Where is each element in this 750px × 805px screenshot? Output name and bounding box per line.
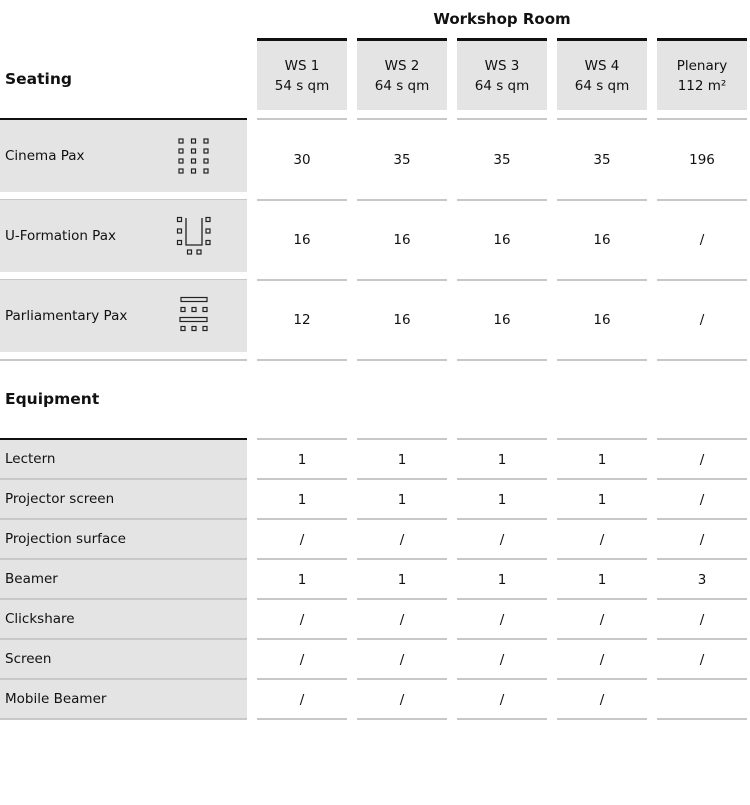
table-cell: 16: [493, 232, 511, 248]
table-cell: 35: [493, 152, 511, 168]
table-cell: 1: [597, 571, 607, 588]
room-header: [357, 38, 447, 110]
table-cell: 3: [697, 571, 707, 588]
table-cell: /: [699, 651, 705, 668]
table-cell: /: [699, 611, 705, 628]
u-formation-icon: [176, 216, 212, 256]
room-size: 64 s qm: [574, 77, 630, 94]
table-cell: 1: [397, 491, 407, 508]
row-label: Lectern: [5, 451, 56, 467]
row-rule: [0, 359, 247, 361]
room-header: [457, 38, 547, 110]
room-header: [257, 38, 347, 110]
cell-rule: [357, 718, 447, 720]
room-size: 64 s qm: [474, 77, 530, 94]
cinema-seating-icon-graphic: [176, 136, 212, 176]
table-cell: /: [399, 611, 405, 628]
room-header: [657, 38, 747, 110]
room-size: 112 m²: [677, 77, 727, 94]
table-cell: /: [299, 651, 305, 668]
table-cell: 196: [689, 152, 715, 168]
cell-rule: [657, 359, 747, 361]
table-cell: /: [699, 232, 705, 248]
table-cell: 12: [293, 312, 311, 328]
table-cell: /: [399, 651, 405, 668]
room-name: WS 4: [584, 57, 620, 74]
u-formation-icon-graphic: [176, 216, 212, 256]
row-label: Projection surface: [5, 531, 126, 547]
row-label: U-Formation Pax: [5, 228, 116, 244]
table-cell: 1: [397, 571, 407, 588]
row-label: Parliamentary Pax: [5, 308, 128, 324]
table-cell: 16: [493, 312, 511, 328]
table-cell: 1: [297, 451, 307, 468]
table-cell: 1: [597, 491, 607, 508]
row-label: Mobile Beamer: [5, 691, 107, 707]
table-cell: [657, 680, 747, 719]
table-cell: /: [699, 491, 705, 508]
cell-rule: [357, 359, 447, 361]
table-cell: 35: [593, 152, 611, 168]
table-cell: 16: [393, 312, 411, 328]
table-cell: 16: [393, 232, 411, 248]
cell-rule: [257, 359, 347, 361]
cell-rule: [557, 359, 647, 361]
page-title: Workshop Room: [433, 10, 571, 28]
cinema-seating-icon: [176, 136, 212, 176]
table-cell: 1: [497, 451, 507, 468]
table-cell: /: [499, 531, 505, 548]
table-cell: 30: [293, 152, 311, 168]
table-cell: 1: [297, 571, 307, 588]
room-name: Plenary: [676, 57, 728, 74]
table-cell: /: [599, 531, 605, 548]
table-cell: 16: [593, 312, 611, 328]
table-cell: /: [299, 611, 305, 628]
table-cell: /: [599, 691, 605, 708]
table-cell: /: [699, 531, 705, 548]
room-size: 54 s qm: [274, 77, 330, 94]
room-name: WS 2: [384, 57, 420, 74]
table-cell: /: [599, 651, 605, 668]
table-cell: 1: [497, 571, 507, 588]
table-cell: /: [499, 691, 505, 708]
table-cell: 16: [293, 232, 311, 248]
table-cell: /: [699, 312, 705, 328]
table-cell: 1: [397, 451, 407, 468]
cell-rule: [657, 718, 747, 720]
row-label: Clickshare: [5, 611, 75, 627]
table-cell: 1: [497, 491, 507, 508]
row-label: Screen: [5, 651, 52, 667]
room-name: WS 3: [484, 57, 520, 74]
row-label: Cinema Pax: [5, 148, 85, 164]
room-header: [557, 38, 647, 110]
cell-rule: [457, 359, 547, 361]
table-cell: 1: [297, 491, 307, 508]
cell-rule: [457, 718, 547, 720]
row-rule: [0, 718, 247, 720]
table-cell: /: [499, 651, 505, 668]
table-cell: /: [699, 451, 705, 468]
table-cell: /: [299, 531, 305, 548]
table-cell: /: [299, 691, 305, 708]
table-cell: /: [399, 531, 405, 548]
table-cell: 1: [597, 451, 607, 468]
row-label: Beamer: [5, 571, 58, 587]
parliamentary-seating-icon-graphic: [176, 296, 212, 336]
seating-section-title: Seating: [5, 70, 72, 88]
room-size: 64 s qm: [374, 77, 430, 94]
cell-rule: [257, 718, 347, 720]
table-cell: 35: [393, 152, 411, 168]
row-label: Projector screen: [5, 491, 115, 507]
cell-rule: [557, 718, 647, 720]
table-cell: /: [399, 691, 405, 708]
table-cell: /: [499, 611, 505, 628]
room-name: WS 1: [284, 57, 320, 74]
table-cell: /: [599, 611, 605, 628]
table-cell: 16: [593, 232, 611, 248]
parliamentary-seating-icon: [176, 296, 212, 336]
equipment-section-title: Equipment: [5, 390, 100, 408]
